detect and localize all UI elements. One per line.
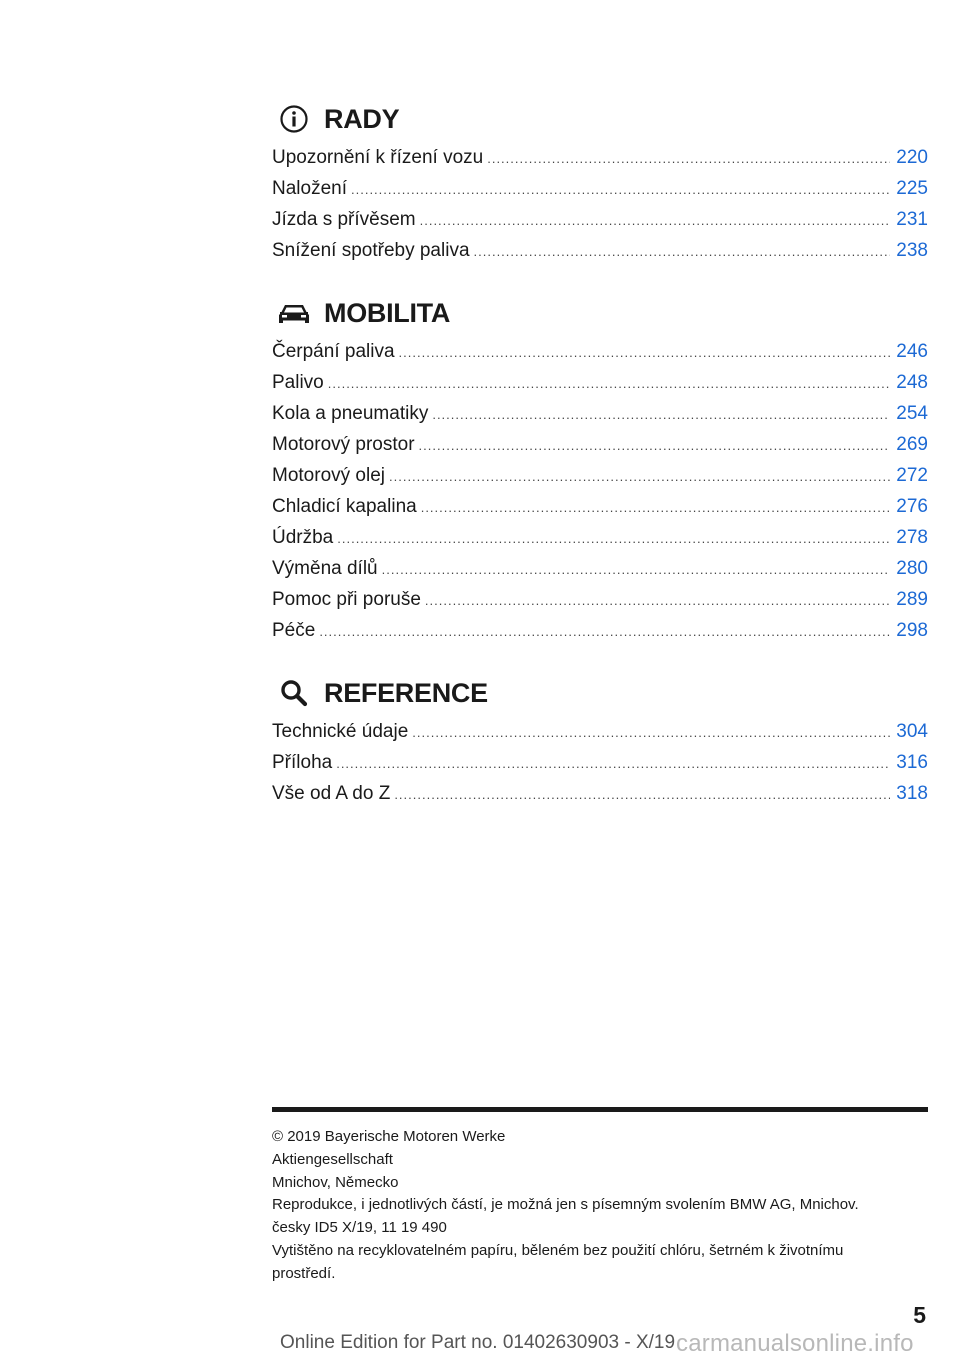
- dot-leader: [487, 143, 890, 174]
- entry-label: Péče: [272, 620, 316, 641]
- toc-entry[interactable]: [272, 142, 928, 173]
- toc-entry[interactable]: [272, 716, 928, 747]
- entry-page-link[interactable]: 220: [896, 147, 928, 168]
- dot-leader: [425, 585, 890, 616]
- entry-label: Kola a pneumatiky: [272, 403, 429, 424]
- toc-entry[interactable]: [272, 398, 928, 429]
- imprint-line: Vytištěno na recyklovatelném papíru, běleném bez použití chlóru, šetrném k životnímu: [272, 1241, 844, 1259]
- dot-leader: [394, 779, 890, 810]
- info-circle-icon: [274, 103, 314, 135]
- section-header: [272, 294, 928, 332]
- toc-entry[interactable]: [272, 460, 928, 491]
- entry-page-link[interactable]: 280: [896, 558, 928, 579]
- toc-entry[interactable]: [272, 584, 928, 615]
- dot-leader: [432, 399, 890, 430]
- dot-leader: [389, 461, 890, 492]
- toc-entry[interactable]: [272, 522, 928, 553]
- dot-leader: [420, 205, 891, 236]
- entry-label: Údržba: [272, 527, 334, 548]
- imprint-line: © 2019 Bayerische Motoren Werke: [272, 1128, 506, 1145]
- section-header: [272, 100, 928, 138]
- entry-label: Vše od A do Z: [272, 783, 391, 804]
- imprint-line: prostředí.: [272, 1264, 336, 1282]
- entry-label: Čerpání paliva: [272, 341, 395, 362]
- magnifier-icon: [274, 677, 314, 709]
- car-front-icon: [274, 297, 314, 329]
- entry-page-link[interactable]: 318: [896, 783, 928, 804]
- dot-leader: [319, 616, 890, 647]
- imprint-line: Aktiengesellschaft: [272, 1150, 393, 1168]
- entry-label: Pomoc při poruše: [272, 589, 421, 610]
- table-of-contents: [272, 100, 928, 837]
- dot-leader: [337, 523, 890, 554]
- section-header: [272, 674, 928, 712]
- imprint-line: Reprodukce, i jednotlivých částí, je možná jen s písemným svolením BMW AG, Mnichov.: [272, 1196, 859, 1214]
- dot-leader: [474, 236, 891, 267]
- page-number: 5: [913, 1302, 926, 1328]
- dot-leader: [419, 430, 891, 461]
- section-mobilita: [272, 294, 928, 646]
- toc-entry[interactable]: [272, 778, 928, 809]
- entry-page-link[interactable]: 304: [896, 721, 928, 742]
- entry-page-link[interactable]: 238: [896, 240, 928, 261]
- entry-page-link[interactable]: 246: [896, 341, 928, 362]
- dot-leader: [336, 748, 890, 779]
- entry-page-link[interactable]: 278: [896, 527, 928, 548]
- watermark: carmanualsonline.info: [676, 1330, 914, 1357]
- entry-label: Naložení: [272, 178, 347, 199]
- entry-page-link[interactable]: 289: [896, 589, 928, 610]
- entry-page-link[interactable]: 225: [896, 178, 928, 199]
- dot-leader: [382, 554, 891, 585]
- toc-entry[interactable]: [272, 491, 928, 522]
- imprint-line: Mnichov, Německo: [272, 1173, 399, 1191]
- section-title: RADY: [324, 103, 400, 134]
- section-rady: [272, 100, 928, 266]
- entry-label: Technické údaje: [272, 721, 409, 742]
- entry-label: Chladicí kapalina: [272, 496, 417, 517]
- entry-page-link[interactable]: 269: [896, 434, 928, 455]
- entry-page-link[interactable]: 272: [896, 465, 928, 486]
- toc-entry[interactable]: [272, 336, 928, 367]
- entry-label: Palivo: [272, 372, 324, 393]
- entry-label: Jízda s přívěsem: [272, 209, 416, 230]
- dot-leader: [412, 717, 890, 748]
- section-title: MOBILITA: [324, 297, 451, 328]
- entry-label: Snížení spotřeby paliva: [272, 240, 470, 261]
- imprint-line: česky ID5 X/19, 11 19 490: [272, 1219, 447, 1237]
- entry-page-link[interactable]: 248: [896, 372, 928, 393]
- toc-entry[interactable]: [272, 367, 928, 398]
- toc-entry[interactable]: [272, 553, 928, 584]
- dot-leader: [399, 337, 891, 368]
- section-reference: [272, 674, 928, 809]
- entry-label: Výměna dílů: [272, 558, 378, 579]
- entry-page-link[interactable]: 276: [896, 496, 928, 517]
- entry-label: Příloha: [272, 752, 333, 773]
- toc-entry[interactable]: [272, 429, 928, 460]
- toc-entry[interactable]: [272, 747, 928, 778]
- entry-page-link[interactable]: 231: [896, 209, 928, 230]
- entry-page-link[interactable]: 254: [896, 403, 928, 424]
- entry-label: Upozornění k řízení vozu: [272, 147, 484, 168]
- imprint-block: [272, 1126, 912, 1286]
- imprint-divider: [272, 1107, 928, 1112]
- section-title: REFERENCE: [324, 677, 488, 708]
- dot-leader: [421, 492, 891, 523]
- dot-leader: [328, 368, 891, 399]
- entry-page-link[interactable]: 316: [896, 752, 928, 773]
- footer-edition-text: Online Edition for Part no. 01402630903 - X/19: [280, 1332, 676, 1353]
- entry-label: Motorový prostor: [272, 434, 415, 455]
- entry-page-link[interactable]: 298: [896, 620, 928, 641]
- toc-entry[interactable]: [272, 204, 928, 235]
- toc-entry[interactable]: [272, 615, 928, 646]
- dot-leader: [351, 174, 890, 205]
- toc-entry[interactable]: [272, 173, 928, 204]
- entry-label: Motorový olej: [272, 465, 385, 486]
- toc-entry[interactable]: [272, 235, 928, 266]
